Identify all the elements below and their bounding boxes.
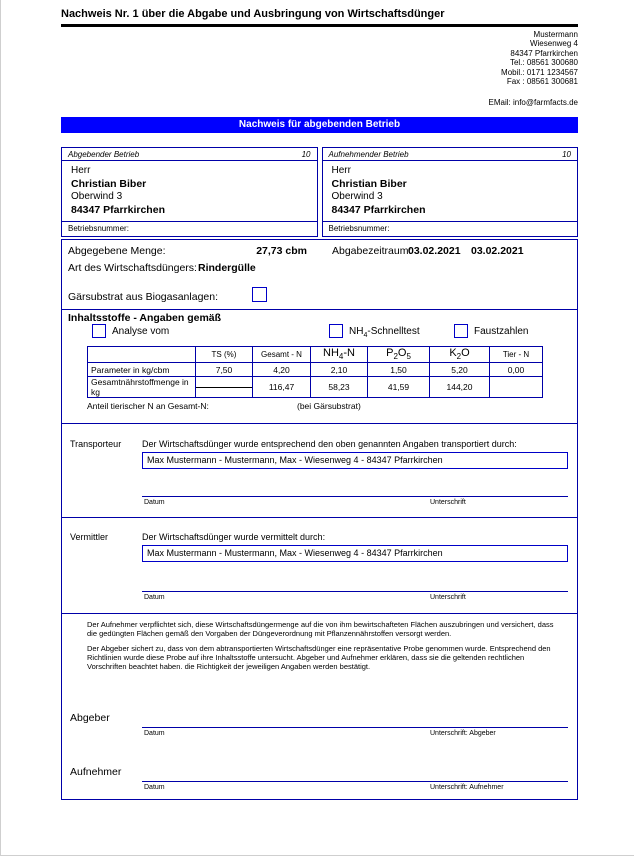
period-to: 03.02.2021 [471,245,524,257]
analysis-checkbox-label: Analyse vom [112,326,170,337]
table-cell: 144,20 [430,377,490,398]
amount-label: Abgegebene Menge: [68,245,166,257]
transporter-signature-line [142,496,568,497]
receiver-name: Christian Biber [331,177,407,190]
nh4-test-checkbox[interactable] [329,324,343,338]
table-header-gesamt-n: Gesamt - N [253,347,311,363]
table-cell: 2,10 [311,363,368,377]
manure-type-value: Rindergülle [198,262,256,274]
transporter-label: Transporteur [70,439,122,449]
animal-n-share-note: (bei Gärsubstrat) [297,401,361,411]
receiver-city: 84347 Pfarrkirchen [331,203,426,216]
section-divider [62,517,577,518]
giver-signature-label: Unterschrift: Abgeber [430,730,496,737]
receiver-signature-label: Unterschrift: Aufnehmer [430,784,504,791]
sender-tel: Tel.: 08561 300680 [509,58,578,68]
animal-n-share-label: Anteil tierischer N an Gesamt-N: [87,401,209,411]
receiver-header: Aufnehmender Betrieb [328,149,409,159]
sender-street: Wiesenweg 4 [529,39,578,49]
table-cell: 4,20 [253,363,311,377]
sender-city: 84347 Pfarrkirchen [510,48,578,58]
table-cell: 1,50 [368,363,430,377]
giver-date-label: Datum [144,730,165,737]
table-header-p2o5: $P_2O_5$ [368,347,430,363]
receiver-box [322,147,579,237]
table-cell: 116,47 [253,377,311,398]
row-label: Parameter in kg/cbm [88,363,196,377]
broker-label: Vermittler [70,532,109,542]
receiver-signature-section-label: Aufnehmer [70,766,122,778]
faustzahlen-checkbox-label: Faustzahlen [474,326,529,337]
broker-date-label: Datum [144,594,165,601]
giver-signature-line [142,727,568,728]
sender-fax: Fax : 08561 300681 [506,77,578,87]
giver-signature-section-label: Abgeber [70,712,110,724]
sender-name: Mustermann [533,30,578,39]
main-form-box [61,239,578,800]
giver-name: Christian Biber [71,177,147,190]
broker-field[interactable]: Max Mustermann - Mustermann, Max - Wiesenweg 4 - 84347 Pfarrkirchen [142,545,568,562]
page-title: Nachweis Nr. 1 über die Abgabe und Ausbringung von Wirtschaftsdünger [61,8,445,20]
declaration-paragraph-2: Der Abgeber sichert zu, dass von dem abtransportierten Wirtschaftsdünger eine repräsentative Probe genommen wurde. Entsprechend den Richtlinien wurde diese Probe auf ihre Inhaltsstoffe untersucht. Abgeber und Aufnehmer erklären, dass sie die geltenden rechtlichen Vorschriften beachtet haben. die Richtigkeit der jeweiligen Angaben werden bestätigt. [87,644,551,672]
giver-salutation: Herr [71,165,91,176]
manure-type-label: Art des Wirtschaftsdüngers: [68,262,197,274]
receiver-salutation: Herr [331,165,351,176]
transporter-text: Der Wirtschaftsdünger wurde entsprechend den oben genannten Angaben transportiert durch: [142,439,517,449]
sender-mobile: Mobil.: 0171 1234567 [501,67,578,77]
table-header-tier-n: Tier - N [490,347,543,363]
receiver-company-number-label: Betriebsnummer: [323,221,578,236]
contents-heading: Inhaltsstoffe - Angaben gemäß [68,312,222,324]
table-corner-cell [88,347,196,363]
faustzahlen-checkbox[interactable] [454,324,468,338]
transporter-date-label: Datum [144,499,165,506]
amount-value: 27,73 cbm [256,245,307,257]
broker-signature-label: Unterschrift [430,594,466,601]
table-cell-struck [196,377,253,398]
receiver-signature-line [142,781,568,782]
period-label: Abgabezeitraum: [332,245,412,257]
sender-address-block [261,30,578,108]
period-from: 03.02.2021 [408,245,461,257]
transporter-signature-label: Unterschrift [430,499,466,506]
table-cell: 5,20 [430,363,490,377]
strike-line [196,387,252,388]
table-header-nh4-n: $NH_4-N$ [311,347,368,363]
section-divider [62,423,577,424]
table-row-total [88,377,543,398]
row-label: Gesamtnährstoffmenge in kg [88,377,196,398]
party-row [61,147,578,237]
analysis-checkbox[interactable] [92,324,106,338]
sender-email: EMail: info@farmfacts.de [488,98,578,108]
giver-city: 84347 Pfarrkirchen [71,203,165,216]
biogas-checkbox[interactable] [252,287,267,302]
declaration-paragraph-1: Der Aufnehmer verpflichtet sich, diese Wirtschaftsdüngermenge auf die von ihm bewirtschafteten Flächen auszubringen und versichert, dass die gedüngten Flächen gemäß den Vorgaben der Düngeverordnung mit Pflanzennährstoffen versorgt werden. [87,620,554,639]
table-cell [490,377,543,398]
table-cell: 0,00 [490,363,543,377]
table-header-ts: TS (%) [196,347,253,363]
giver-box [61,147,318,237]
section-divider [62,309,577,310]
form-banner: Nachweis für abgebenden Betrieb [61,117,578,133]
giver-number: 10 [301,149,311,159]
receiver-number: 10 [562,149,571,159]
table-cell: 58,23 [311,377,368,398]
table-cell: 41,59 [368,377,430,398]
broker-text: Der Wirtschaftsdünger wurde vermittelt durch: [142,532,326,542]
table-row-parameter [88,363,543,377]
biogas-label: Gärsubstrat aus Biogasanlagen: [68,291,219,303]
transporter-field[interactable]: Max Mustermann - Mustermann, Max - Wiesenweg 4 - 84347 Pfarrkirchen [142,452,568,469]
table-header-k2o: $K_2O$ [430,347,490,363]
giver-street: Oberwind 3 [71,191,123,202]
title-rule [61,24,578,27]
giver-header: Abgebender Betrieb [68,149,140,159]
giver-company-number-label: Betriebsnummer: [62,221,317,236]
nutrient-table [87,346,543,398]
table-cell: 7,50 [196,363,253,377]
receiver-street: Oberwind 3 [331,191,383,202]
nh4-test-checkbox-label: $NH_4$-Schnelltest [349,326,420,339]
broker-signature-line [142,591,568,592]
section-divider [62,613,577,614]
receiver-date-label: Datum [144,784,165,791]
